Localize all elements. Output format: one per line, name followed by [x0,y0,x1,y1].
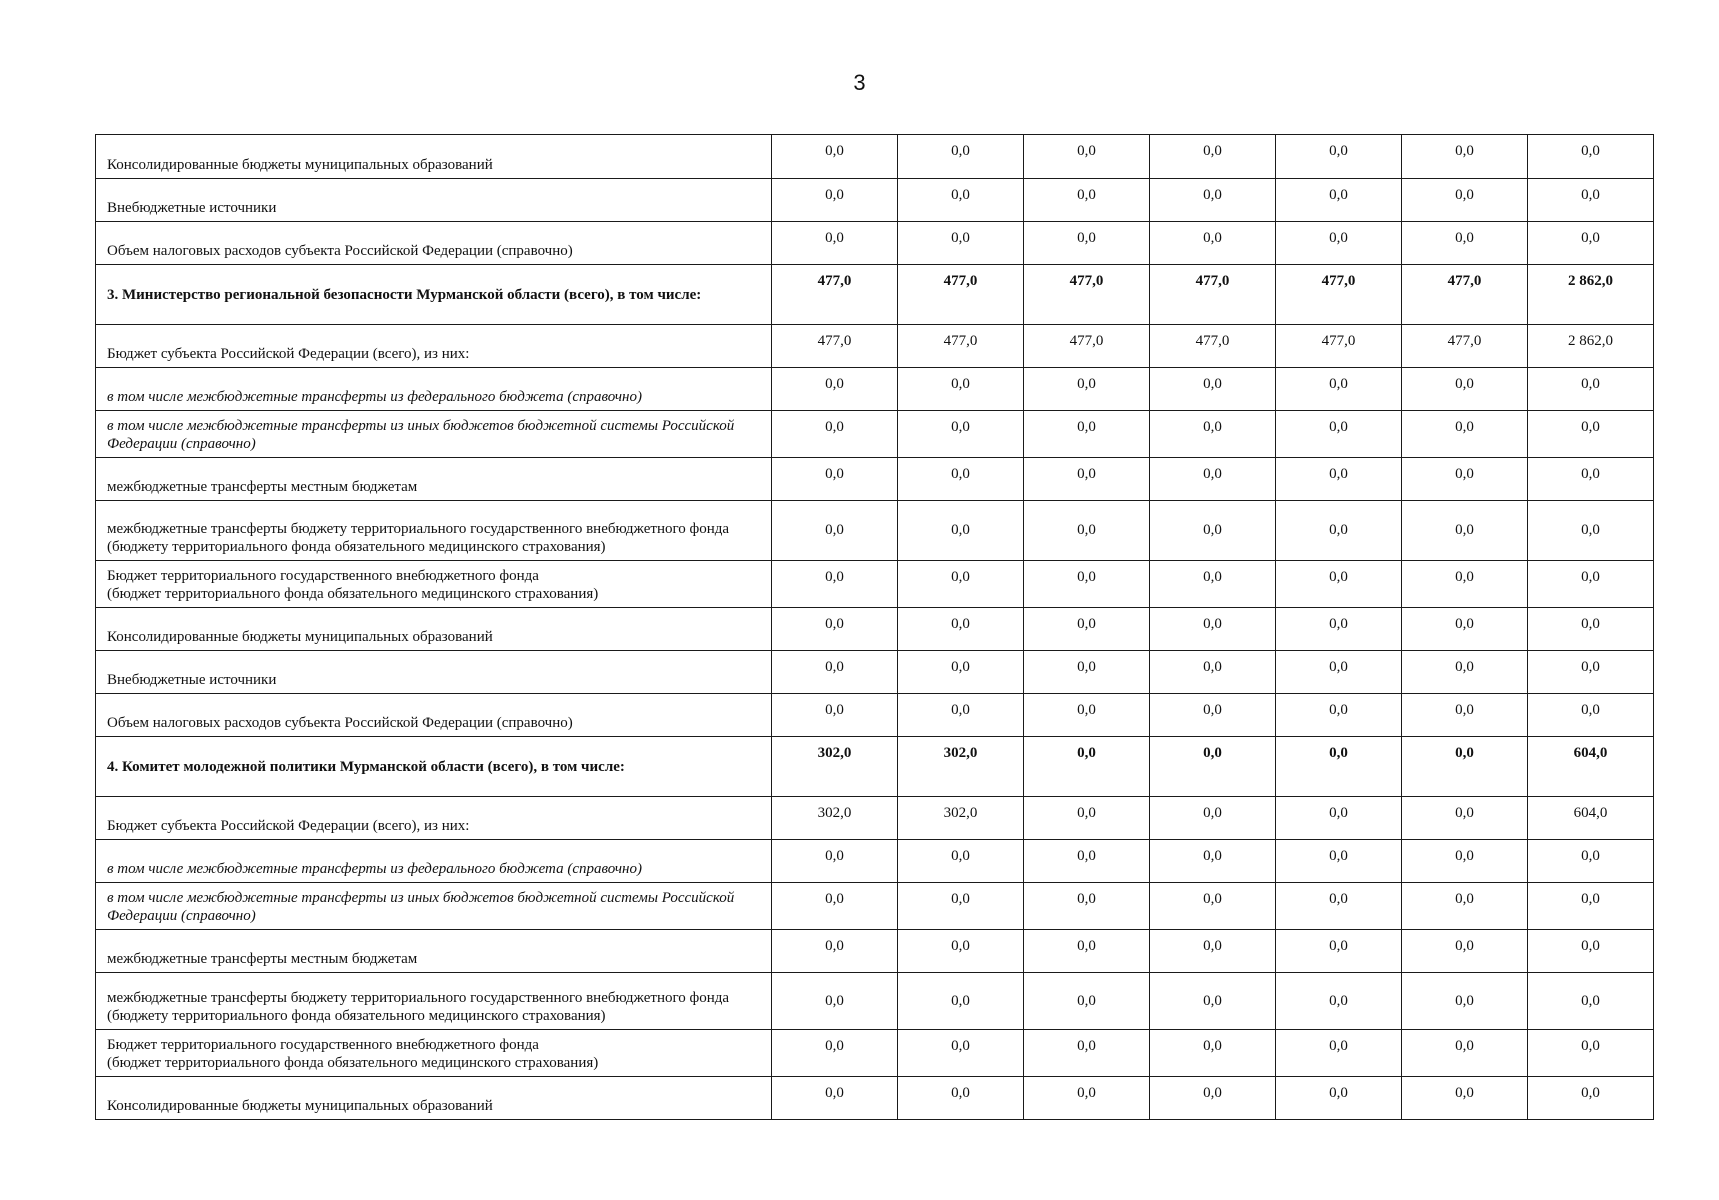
value-cell: 0,0 [1276,458,1402,501]
value-cell: 477,0 [1150,325,1276,368]
value-cell: 0,0 [1150,458,1276,501]
value-cell: 0,0 [1276,179,1402,222]
value-cell: 0,0 [772,179,898,222]
value-cell: 0,0 [1024,608,1150,651]
value-cell: 0,0 [772,368,898,411]
value-cell: 0,0 [1528,694,1654,737]
value-cell: 0,0 [1024,797,1150,840]
value-cell: 0,0 [772,561,898,608]
value-cell: 0,0 [898,840,1024,883]
row-label: Консолидированные бюджеты муниципальных образований [96,1077,772,1120]
table-row [96,930,1654,973]
value-cell: 0,0 [1402,930,1528,973]
value-cell: 0,0 [898,651,1024,694]
value-cell: 0,0 [1024,930,1150,973]
row-label: Объем налоговых расходов субъекта Российской Федерации (справочно) [96,222,772,265]
value-cell: 0,0 [898,930,1024,973]
value-cell: 0,0 [1150,1077,1276,1120]
row-label: межбюджетные трансферты бюджету территориального государственного внебюджетного фонда (бюджету территориального фонда обязательного медицинского страхования) [96,973,772,1030]
value-cell: 0,0 [1276,608,1402,651]
value-cell: 0,0 [1402,179,1528,222]
value-cell: 2 862,0 [1528,265,1654,325]
table-row [96,561,1654,608]
value-cell: 477,0 [1024,265,1150,325]
value-cell: 0,0 [1024,179,1150,222]
value-cell: 0,0 [1528,411,1654,458]
value-cell: 0,0 [1276,1030,1402,1077]
value-cell: 0,0 [1150,179,1276,222]
value-cell: 477,0 [772,325,898,368]
value-cell: 302,0 [898,797,1024,840]
value-cell: 0,0 [1150,651,1276,694]
value-cell: 0,0 [772,694,898,737]
value-cell: 0,0 [898,694,1024,737]
row-label: Бюджет субъекта Российской Федерации (всего), из них: [96,797,772,840]
value-cell: 0,0 [1276,135,1402,179]
value-cell: 0,0 [1402,1077,1528,1120]
value-cell: 0,0 [1276,368,1402,411]
value-cell: 477,0 [772,265,898,325]
table-row [96,501,1654,561]
value-cell: 0,0 [772,883,898,930]
value-cell: 0,0 [1402,458,1528,501]
value-cell: 2 862,0 [1528,325,1654,368]
value-cell: 0,0 [898,561,1024,608]
table-row [96,840,1654,883]
row-label: Бюджет территориального государственного внебюджетного фонда (бюджет территориального фонда обязательного медицинского страхования) [96,1030,772,1077]
table-row [96,651,1654,694]
value-cell: 477,0 [1276,325,1402,368]
table-row [96,368,1654,411]
value-cell: 0,0 [1150,694,1276,737]
value-cell: 0,0 [1528,883,1654,930]
budget-table-body [96,135,1654,1120]
value-cell: 0,0 [1150,608,1276,651]
value-cell: 0,0 [772,135,898,179]
value-cell: 0,0 [898,608,1024,651]
row-label: в том числе межбюджетные трансферты из федерального бюджета (справочно) [96,368,772,411]
row-label: Бюджет территориального государственного внебюджетного фонда (бюджет территориального фонда обязательного медицинского страхования) [96,561,772,608]
value-cell: 0,0 [1528,608,1654,651]
value-cell: 0,0 [1402,651,1528,694]
value-cell: 0,0 [1024,883,1150,930]
value-cell: 0,0 [1528,1030,1654,1077]
row-label: Консолидированные бюджеты муниципальных образований [96,135,772,179]
value-cell: 0,0 [1402,1030,1528,1077]
value-cell: 0,0 [1276,651,1402,694]
value-cell: 0,0 [1024,1077,1150,1120]
value-cell: 0,0 [1402,135,1528,179]
value-cell: 0,0 [772,411,898,458]
value-cell: 0,0 [1150,501,1276,561]
value-cell: 0,0 [898,1077,1024,1120]
value-cell: 0,0 [772,608,898,651]
value-cell: 0,0 [1150,561,1276,608]
row-label: в том числе межбюджетные трансферты из иных бюджетов бюджетной системы Российской Федерации (справочно) [96,411,772,458]
value-cell: 0,0 [1276,501,1402,561]
value-cell: 0,0 [1150,840,1276,883]
table-row [96,325,1654,368]
value-cell: 0,0 [772,651,898,694]
value-cell: 0,0 [1276,1077,1402,1120]
value-cell: 0,0 [1024,651,1150,694]
value-cell: 302,0 [898,737,1024,797]
value-cell: 0,0 [1024,694,1150,737]
table-row [96,1077,1654,1120]
value-cell: 0,0 [1402,737,1528,797]
table-row [96,135,1654,179]
value-cell: 0,0 [1528,501,1654,561]
value-cell: 604,0 [1528,737,1654,797]
value-cell: 0,0 [1528,840,1654,883]
value-cell: 0,0 [1150,1030,1276,1077]
row-label: Бюджет субъекта Российской Федерации (всего), из них: [96,325,772,368]
value-cell: 0,0 [1528,222,1654,265]
value-cell: 0,0 [898,973,1024,1030]
value-cell: 0,0 [772,222,898,265]
value-cell: 0,0 [1024,840,1150,883]
table-row [96,797,1654,840]
table-row [96,458,1654,501]
value-cell: 0,0 [1150,368,1276,411]
value-cell: 0,0 [1402,561,1528,608]
value-cell: 0,0 [1402,501,1528,561]
value-cell: 0,0 [772,1030,898,1077]
value-cell: 0,0 [1024,458,1150,501]
row-label: межбюджетные трансферты местным бюджетам [96,930,772,973]
table-row [96,883,1654,930]
value-cell: 0,0 [1402,411,1528,458]
value-cell: 0,0 [898,411,1024,458]
value-cell: 0,0 [1024,561,1150,608]
value-cell: 0,0 [1276,840,1402,883]
value-cell: 0,0 [1150,737,1276,797]
value-cell: 0,0 [898,1030,1024,1077]
value-cell: 0,0 [1402,840,1528,883]
value-cell: 0,0 [1402,883,1528,930]
value-cell: 0,0 [1528,458,1654,501]
value-cell: 0,0 [1402,608,1528,651]
value-cell: 0,0 [1276,411,1402,458]
value-cell: 302,0 [772,737,898,797]
row-label: Внебюджетные источники [96,651,772,694]
value-cell: 0,0 [1528,1077,1654,1120]
row-label: в том числе межбюджетные трансферты из федерального бюджета (справочно) [96,840,772,883]
value-cell: 0,0 [1528,561,1654,608]
value-cell: 0,0 [1276,797,1402,840]
value-cell: 0,0 [1150,930,1276,973]
value-cell: 0,0 [898,135,1024,179]
value-cell: 0,0 [1276,561,1402,608]
table-row [96,737,1654,797]
row-label: Консолидированные бюджеты муниципальных образований [96,608,772,651]
value-cell: 0,0 [1024,411,1150,458]
table-row [96,265,1654,325]
budget-table [95,134,1654,1120]
value-cell: 0,0 [1402,973,1528,1030]
value-cell: 0,0 [1024,135,1150,179]
value-cell: 0,0 [1276,694,1402,737]
table-row [96,608,1654,651]
table-row [96,222,1654,265]
value-cell: 0,0 [1528,135,1654,179]
value-cell: 0,0 [1402,797,1528,840]
value-cell: 477,0 [898,325,1024,368]
value-cell: 0,0 [1150,973,1276,1030]
value-cell: 0,0 [772,973,898,1030]
value-cell: 0,0 [1150,883,1276,930]
value-cell: 0,0 [1276,737,1402,797]
value-cell: 0,0 [772,840,898,883]
table-row [96,694,1654,737]
value-cell: 0,0 [1402,694,1528,737]
table-row [96,1030,1654,1077]
value-cell: 477,0 [1150,265,1276,325]
row-label: в том числе межбюджетные трансферты из иных бюджетов бюджетной системы Российской Федерации (справочно) [96,883,772,930]
value-cell: 302,0 [772,797,898,840]
value-cell: 0,0 [898,179,1024,222]
value-cell: 0,0 [898,501,1024,561]
row-label: 3. Министерство региональной безопасности Мурманской области (всего), в том числе: [96,265,772,325]
value-cell: 0,0 [1276,883,1402,930]
row-label: 4. Комитет молодежной политики Мурманской области (всего), в том числе: [96,737,772,797]
value-cell: 0,0 [1024,368,1150,411]
value-cell: 0,0 [1276,930,1402,973]
table-row [96,179,1654,222]
value-cell: 604,0 [1528,797,1654,840]
table-row [96,411,1654,458]
row-label: Внебюджетные источники [96,179,772,222]
value-cell: 477,0 [1402,265,1528,325]
value-cell: 0,0 [1024,1030,1150,1077]
value-cell: 0,0 [1276,973,1402,1030]
value-cell: 0,0 [1402,368,1528,411]
value-cell: 0,0 [1528,930,1654,973]
value-cell: 0,0 [1150,797,1276,840]
row-label: межбюджетные трансферты бюджету территориального государственного внебюджетного фонда (бюджету территориального фонда обязательного медицинского страхования) [96,501,772,561]
value-cell: 477,0 [898,265,1024,325]
value-cell: 0,0 [1024,222,1150,265]
value-cell: 0,0 [1024,501,1150,561]
value-cell: 477,0 [1024,325,1150,368]
value-cell: 0,0 [1402,222,1528,265]
value-cell: 477,0 [1276,265,1402,325]
value-cell: 0,0 [1150,135,1276,179]
value-cell: 0,0 [1150,411,1276,458]
value-cell: 0,0 [1528,973,1654,1030]
value-cell: 477,0 [1402,325,1528,368]
value-cell: 0,0 [1528,368,1654,411]
value-cell: 0,0 [772,458,898,501]
value-cell: 0,0 [772,501,898,561]
value-cell: 0,0 [1276,222,1402,265]
value-cell: 0,0 [1528,179,1654,222]
value-cell: 0,0 [1024,973,1150,1030]
value-cell: 0,0 [898,368,1024,411]
page-number: 3 [853,70,866,95]
value-cell: 0,0 [1024,737,1150,797]
row-label: межбюджетные трансферты местным бюджетам [96,458,772,501]
value-cell: 0,0 [1528,651,1654,694]
value-cell: 0,0 [898,458,1024,501]
value-cell: 0,0 [898,222,1024,265]
value-cell: 0,0 [772,930,898,973]
table-row [96,973,1654,1030]
value-cell: 0,0 [1150,222,1276,265]
value-cell: 0,0 [898,883,1024,930]
value-cell: 0,0 [772,1077,898,1120]
row-label: Объем налоговых расходов субъекта Российской Федерации (справочно) [96,694,772,737]
